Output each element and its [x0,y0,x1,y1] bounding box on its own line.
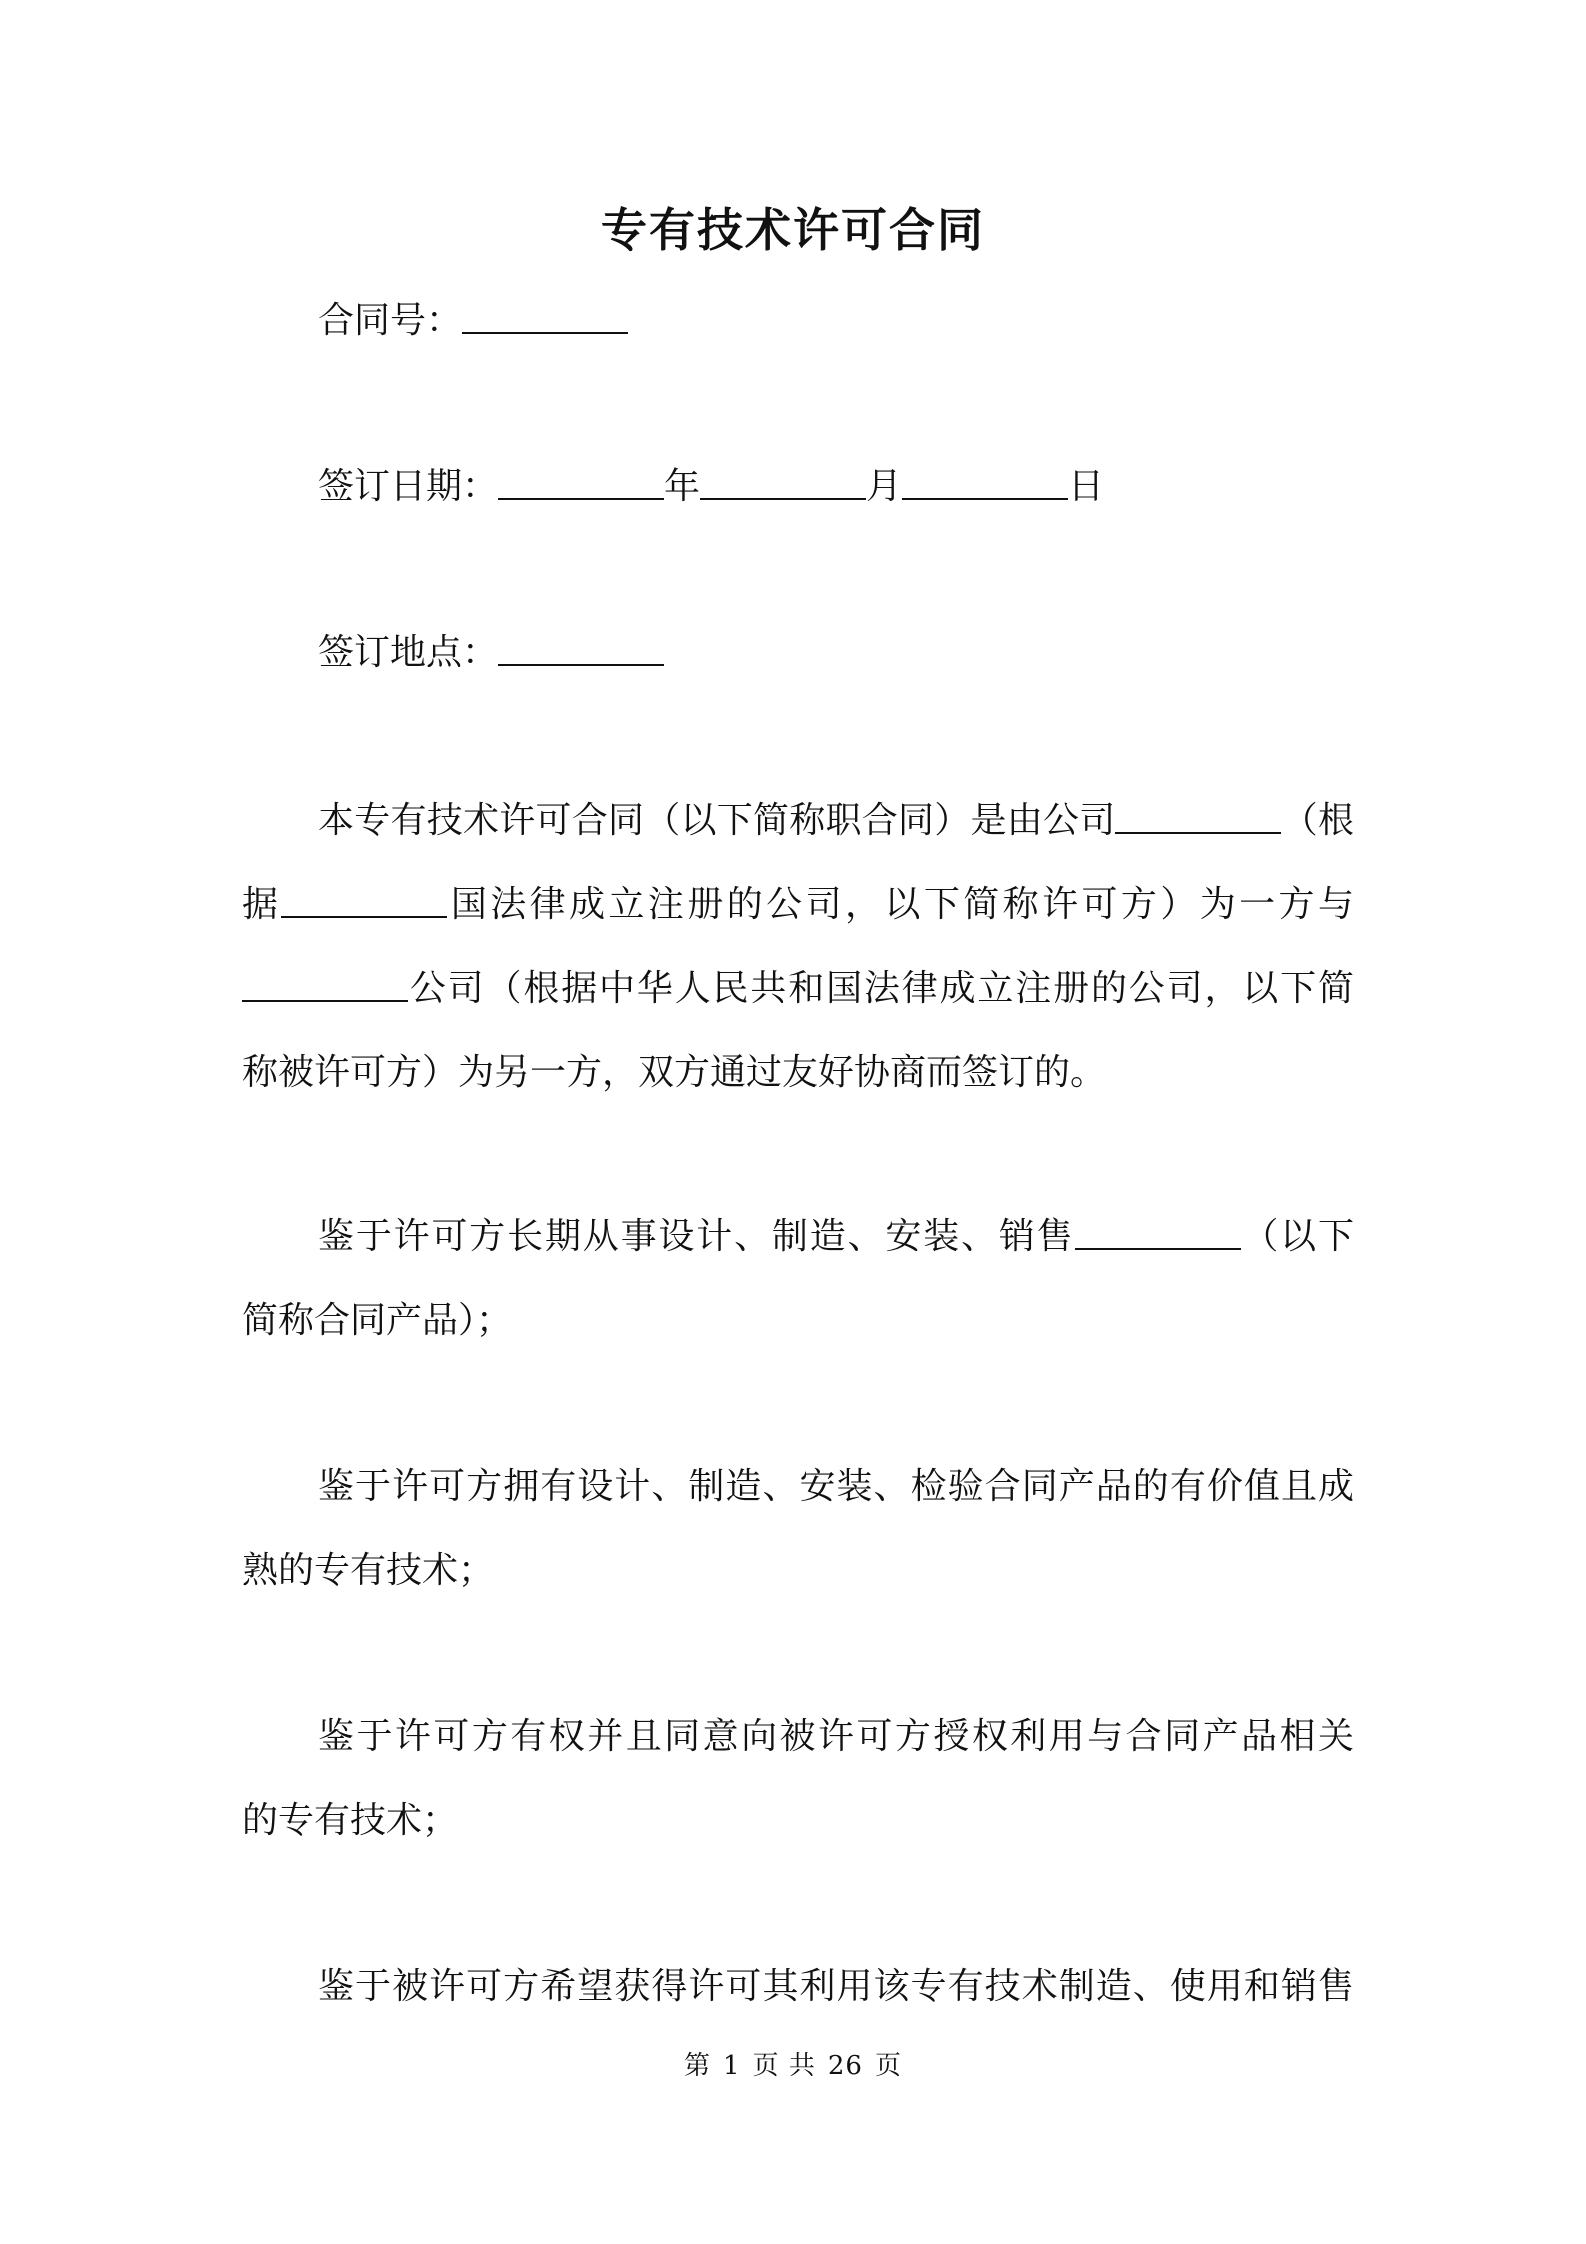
total-pages-number: 26 [827,2051,863,2081]
contract-number-line [318,296,628,346]
page-mid: 页 共 [752,2051,816,2081]
current-page-number: 1 [723,2051,741,2081]
sign-place-label: 签订地点： [318,632,499,673]
page-footer [0,2048,1586,2084]
sign-place-line [318,628,664,678]
paragraph-2-line-2: 简称合同产品）； [242,1300,513,1341]
paragraph-1-text: 据 [242,884,282,925]
licensor-country-blank [281,880,447,918]
contract-number-label: 合同号： [318,300,463,341]
contract-number-blank [462,296,628,334]
paragraph-2-line-1 [318,1212,1354,1262]
sign-place-blank [498,628,664,666]
page-suffix: 页 [874,2051,902,2081]
product-blank [1075,1212,1241,1250]
paragraph-2-text: 鉴于许可方长期从事设计、制造、安装、销售 [318,1216,1075,1257]
paragraph-3-line-2: 熟的专有技术； [242,1550,495,1591]
licensor-company-blank [1115,796,1281,834]
sign-date-label: 签订日期： [318,466,499,507]
paragraph-2-text: （以下 [1240,1216,1354,1257]
paragraph-4-line-2: 的专有技术； [242,1800,459,1841]
paragraph-3-line-1: 鉴于许可方拥有设计、制造、安装、检验合同产品的有价值且成 [318,1466,1354,1507]
paragraph-1-line-4: 称被许可方）为另一方，双方通过友好协商而签订的。 [242,1052,1107,1093]
day-blank [902,462,1068,500]
paragraph-1-text: （根 [1281,800,1354,841]
paragraph-1-line-2 [242,880,1354,930]
paragraph-5-line-1: 鉴于被许可方希望获得许可其利用该专有技术制造、使用和销售 [318,1966,1354,2007]
licensee-company-blank [242,964,408,1002]
paragraph-1-line-1 [318,796,1354,846]
paragraph-4-line-1: 鉴于许可方有权并且同意向被许可方授权利用与合同产品相关 [318,1716,1354,1757]
document-title: 专有技术许可合同 [601,203,985,257]
year-blank [498,462,664,500]
year-label: 年 [664,466,701,507]
paragraph-1-text: 本专有技术许可合同（以下简称职合同）是由公司 [318,800,1116,841]
page-prefix: 第 [684,2051,712,2081]
paragraph-1-text: 国法律成立注册的公司，以下简称许可方）为一方与 [447,884,1354,925]
sign-date-line [318,462,1104,512]
day-label: 日 [1068,466,1105,507]
month-blank [700,462,866,500]
paragraph-1-text: 公司（根据中华人民共和国法律成立注册的公司，以下简 [408,968,1354,1009]
month-label: 月 [866,466,903,507]
paragraph-1-line-3 [242,964,1354,1014]
